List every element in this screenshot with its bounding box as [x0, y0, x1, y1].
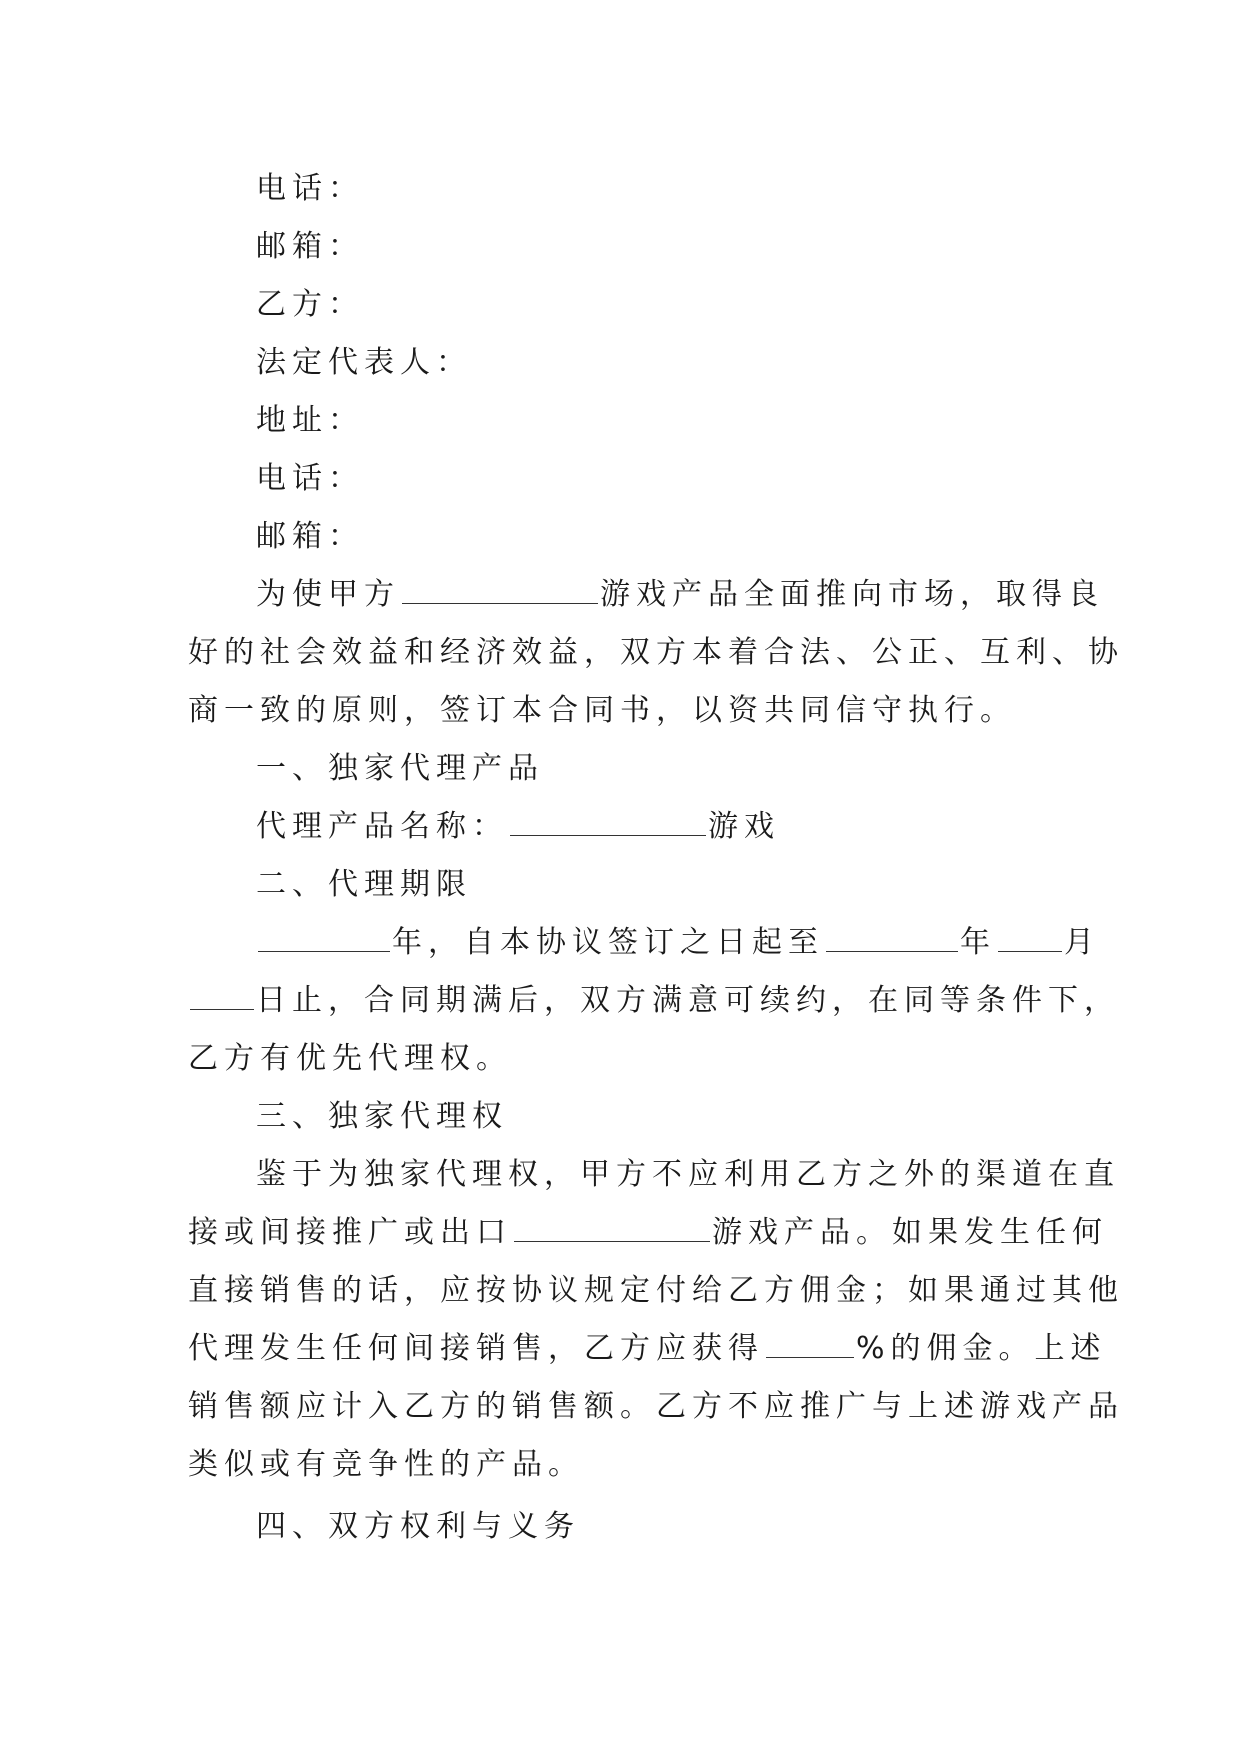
rights-row-4: [188, 1320, 1107, 1378]
email-label-b: 邮箱：: [256, 519, 364, 554]
intro-text-1a: 为使甲方: [256, 577, 400, 612]
term-row-1: [188, 914, 1100, 972]
exclusive-rights-paragraph: [188, 1146, 1124, 1494]
fill-blank-end-year[interactable]: [826, 923, 958, 952]
rights-text-2b: 游戏产品。如果发生任何: [712, 1215, 1108, 1250]
intro-paragraph: [188, 566, 1124, 740]
product-name-label: 代理产品名称：: [256, 809, 508, 844]
section-3-heading: 三、独家代理权: [256, 1099, 508, 1134]
fill-blank-product[interactable]: [402, 575, 598, 604]
fill-blank-commission[interactable]: [766, 1329, 854, 1358]
rights-text-4b: %的佣金。上述: [856, 1331, 1107, 1366]
term-paragraph: [188, 914, 1120, 1088]
intro-text-1b: 游戏产品全面推向市场，取得良: [600, 577, 1104, 612]
term-text-2: 日止，合同期满后，双方满意可续约，在同等条件下，: [256, 983, 1120, 1018]
email-label-a: 邮箱：: [256, 229, 364, 264]
legal-rep-label: 法定代表人：: [256, 345, 472, 380]
product-name-line: [188, 798, 1058, 856]
term-text-year: 年: [960, 925, 996, 960]
term-text-month: 月: [1064, 925, 1100, 960]
rights-row-1: 鉴于为独家代理权，甲方不应利用乙方之外的渠道在直: [256, 1157, 1120, 1192]
term-text-1a: 年，自本协议签订之日起至: [392, 925, 824, 960]
section-4-heading: 四、双方权利与义务: [256, 1509, 580, 1544]
product-name-suffix: 游戏: [708, 809, 780, 844]
rights-text-4a: 代理发生任何间接销售，乙方应获得: [188, 1331, 764, 1366]
rights-row-3: 直接销售的话，应按协议规定付给乙方佣金；如果通过其他: [188, 1273, 1124, 1308]
fill-blank-product-name[interactable]: [510, 807, 706, 836]
rights-row-6: 类似或有竞争性的产品。: [188, 1447, 584, 1482]
term-row-3: 乙方有优先代理权。: [188, 1041, 512, 1076]
fill-blank-end-day[interactable]: [190, 981, 254, 1010]
phone-label-b: 电话：: [256, 461, 364, 496]
section-1-heading: 一、独家代理产品: [256, 751, 544, 786]
phone-label-a: 电话：: [256, 171, 364, 206]
document-body: [188, 160, 1124, 1556]
rights-row-2: [188, 1204, 1108, 1262]
address-label: 地址：: [256, 403, 364, 438]
intro-row-3: 商一致的原则，签订本合同书，以资共同信守执行。: [188, 693, 1016, 728]
term-row-2: [188, 972, 1120, 1030]
rights-row-5: 销售额应计入乙方的销售额。乙方不应推广与上述游戏产品: [188, 1389, 1124, 1424]
rights-text-2a: 接或间接推广或出口: [188, 1215, 512, 1250]
intro-row-1: [188, 566, 1104, 624]
fill-blank-end-month[interactable]: [998, 923, 1062, 952]
intro-row-2: 好的社会效益和经济效益，双方本着合法、公正、互利、协: [188, 635, 1124, 670]
fill-blank-years[interactable]: [258, 923, 390, 952]
fill-blank-export-product[interactable]: [514, 1213, 710, 1242]
section-2-heading: 二、代理期限: [256, 867, 472, 902]
party-b-label: 乙方：: [256, 287, 364, 322]
